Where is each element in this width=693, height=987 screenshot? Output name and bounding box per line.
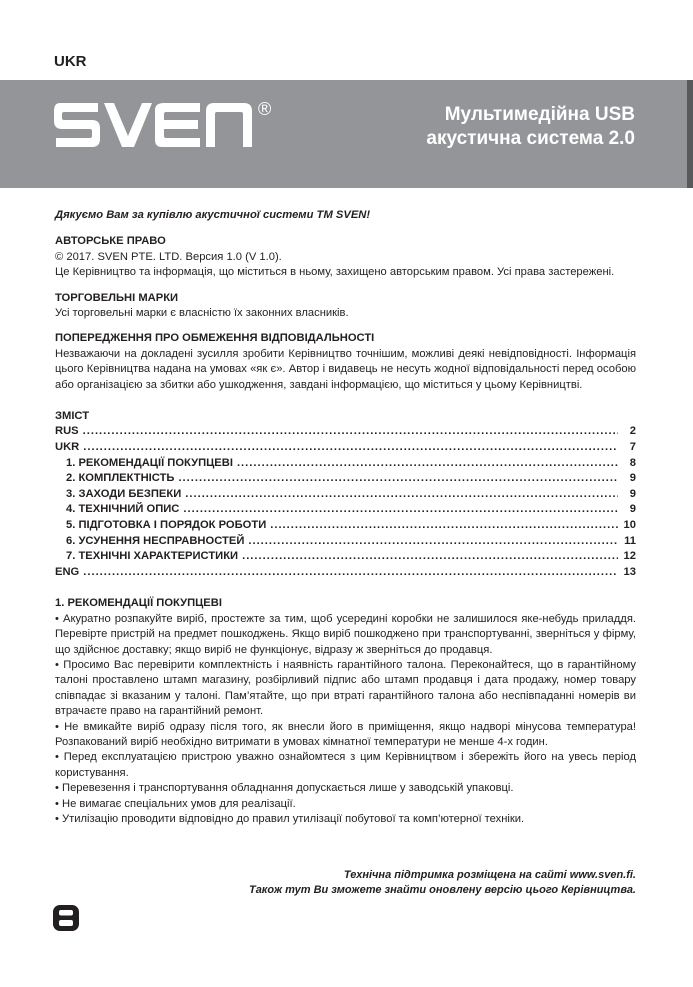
recommendations-section: [55, 596, 636, 827]
toc-item[interactable]: [55, 440, 636, 456]
registered-mark: ®: [258, 99, 272, 119]
page-number-text: 8: [65, 923, 67, 924]
toc-item[interactable]: [55, 502, 636, 518]
toc-leader-dots: [270, 518, 618, 533]
copyright-text: Це Керівництво та інформація, що міститься в ньому, захищено авторським правом. Усі права застережені.: [55, 266, 615, 279]
language-code: UKR: [54, 53, 87, 70]
toc-item-page: 9: [629, 472, 636, 485]
toc-item-page: 11: [624, 534, 636, 547]
support-note: [249, 868, 636, 899]
toc-item-page: 9: [629, 503, 636, 516]
liability-text: Незважаючи на докладені зусилля зробити Керівництво точнішим, можливі деякі невідповідності. Інформація цього Керівництва надана на умовах «як є». Автор і видавець не несуть жодної відповідальності перед особою або організацією за збитки або ушкодження, завдані інформацією, що міститься у цьому Керівництві.: [55, 347, 636, 391]
trademarks-heading: ТОРГОВЕЛЬНІ МАРКИ: [55, 291, 179, 304]
toc-item[interactable]: [55, 487, 636, 503]
toc-item-page: 9: [629, 487, 636, 500]
product-title-line1: Мультимедійна USB: [444, 104, 635, 125]
recommendation-paragraph: • Перевезення і транспортування обладнання допускається лише у заводській упаковці.: [55, 782, 514, 795]
product-title: [426, 103, 635, 151]
toc-leader-dots: [83, 565, 618, 580]
toc-item-page: 7: [629, 441, 636, 454]
page-number: [53, 905, 79, 931]
trademarks-section: [55, 291, 636, 322]
toc-leader-dots: [248, 534, 618, 549]
toc-item-page: 2: [629, 425, 636, 438]
toc-item-label: 7. ТЕХНІЧНІ ХАРАКТЕРИСТИКИ: [66, 550, 239, 563]
update-line: Також тут Ви зможете знайти оновлену версію цього Керівництва.: [248, 884, 636, 897]
toc-leader-dots: [83, 424, 618, 439]
copyright-heading: АВТОРСЬКЕ ПРАВО: [55, 235, 166, 248]
recommendation-paragraph: • Перед експлуатацією пристрою уважно ознайомтеся з цим Керівництвом і збережіть його на увесь період користування.: [55, 751, 636, 779]
toc-item[interactable]: [55, 424, 636, 440]
toc-item-label: 3. ЗАХОДИ БЕЗПЕКИ: [66, 487, 182, 500]
toc-item-label: 6. УСУНЕННЯ НЕСПРАВНОСТЕЙ: [66, 534, 245, 547]
toc-item[interactable]: [55, 534, 636, 550]
toc-leader-dots: [185, 487, 618, 502]
toc-leader-dots: [183, 502, 618, 517]
toc-item[interactable]: [55, 471, 636, 487]
thanks-message: Дякуємо Вам за купівлю акустичної системи ТМ SVEN!: [55, 209, 371, 221]
manual-content: [55, 208, 636, 838]
table-of-contents: [55, 409, 636, 580]
support-line: Технічна підтримка розміщена на сайті www.sven.fi.: [343, 869, 636, 881]
toc-leader-dots: [178, 471, 618, 486]
toc-item-page: 8: [629, 456, 636, 469]
liability-section: [55, 331, 636, 393]
toc-item-page: 13: [623, 565, 636, 578]
copyright-section: [55, 234, 636, 280]
toc-item-page: 12: [623, 550, 636, 563]
recommendation-paragraph: • Просимо Вас перевірити комплектність і наявність гарантійного талона. Переконайтеся, що в гарантійному талоні проставлено штамп магазину, розбірливий підпис або штамп продавця і дата продажу, номер товару співпадає зі вказаним у талоні. Пам’ятайте, що при втраті гарантійного талона або неспівпаданні номерів ви втрачаєте право на гарантійний ремонт.: [55, 659, 636, 718]
toc-item[interactable]: [55, 456, 636, 472]
copyright-line: © 2017. SVEN PTE. LTD. Версия 1.0 (V 1.0).: [55, 250, 282, 263]
toc-item-label: 2. КОМПЛЕКТНІСТЬ: [66, 472, 175, 485]
toc-item-label: 1. РЕКОМЕНДАЦІЇ ПОКУПЦЕВІ: [66, 456, 233, 469]
toc-item-label: 5. ПІДГОТОВКА І ПОРЯДОК РОБОТИ: [66, 519, 267, 532]
trademarks-text: Усі торговельні марки є власністю їх законних власників.: [55, 307, 349, 320]
toc-item[interactable]: [55, 565, 636, 581]
toc-leader-dots: [83, 440, 618, 455]
toc-list: [55, 424, 636, 580]
toc-item[interactable]: [55, 518, 636, 534]
banner-edge: [687, 80, 693, 188]
toc-heading: ЗМІСТ: [55, 410, 90, 423]
toc-item-label: ENG: [55, 565, 80, 578]
recommendation-paragraph: • Не вмикайте виріб одразу після того, як внесли його в приміщення, якщо надворі мінусова температура! Розпакований виріб необхідно витримати в умовах кімнатної температури не менше 4-х годин.: [55, 720, 636, 749]
product-title-line2: акустична система 2.0: [426, 128, 635, 149]
recommendations-heading: 1. РЕКОМЕНДАЦІЇ ПОКУПЦЕВІ: [55, 597, 222, 610]
recommendation-paragraph: • Не вимагає спеціальних умов для реалізації.: [55, 797, 296, 810]
toc-leader-dots: [237, 456, 618, 471]
recommendation-paragraph: • Утилізацію проводити відповідно до правил утилізації побутової та комп’ютерної техніки.: [55, 813, 525, 826]
sven-logo: [54, 103, 259, 147]
liability-heading: ПОПЕРЕДЖЕННЯ ПРО ОБМЕЖЕННЯ ВІДПОВІДАЛЬНОСТІ: [55, 332, 375, 345]
toc-item[interactable]: [55, 549, 636, 565]
toc-item-label: RUS: [55, 425, 79, 438]
toc-leader-dots: [242, 549, 618, 564]
toc-item-label: 4. ТЕХНІЧНИЙ ОПИС: [66, 503, 180, 516]
toc-item-label: UKR: [55, 441, 80, 454]
toc-item-page: 10: [623, 519, 636, 532]
recommendation-paragraph: • Акуратно розпакуйте виріб, простежте за тим, щоб усередині коробки не залишилося яке-небудь приладдя. Перевірте пристрій на предмет пошкоджень. Якщо виріб пошкоджено при транспортуванні, зверніться у фірму, що здійснює доставку; якщо виріб не функціонує, відразу ж зверніться до продавця.: [55, 612, 636, 656]
